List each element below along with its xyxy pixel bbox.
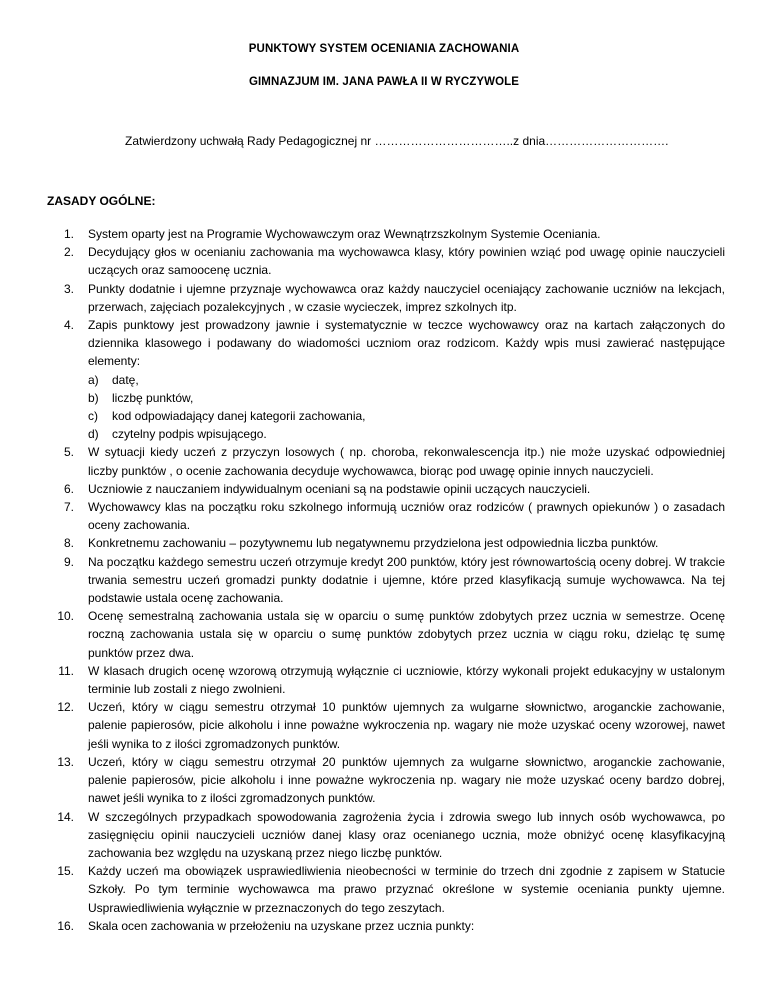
rule-text: Uczeń, który w ciągu semestru otrzymał 20 punktów ujemnych za wulgarne słownictwo, aroganckie zachowanie, palenie papierosów, picie alkoholu i inne poważne wykroczenia np. wagary nie może uzyskać oceny bardzo dobrej, nawet jeśli wynika to z ilości zgromadzonych punktów.: [88, 754, 725, 806]
rule-item: [47, 498, 725, 534]
rule-text: Zapis punktowy jest prowadzony jawnie i systematycznie w teczce wychowawcy oraz na kartach załączonych do dziennika klasowego i podawany do wiadomości uczniom oraz rodzicom. Każdy wpis musi zawierać następujące elementy:: [88, 318, 725, 369]
school-name: GIMNAZJUM IM. JANA PAWŁA II W RYCZYWOLE: [248, 76, 520, 88]
rule-number: 9.: [63, 554, 74, 569]
rule-text: W sytuacji kiedy uczeń z przyczyn losowych ( np. choroba, rekonwalescencja itp.) nie może uzyskać odpowiedniej liczby punktów , o ocenie zachowania decyduje wychowawca, biorąc pod uwagę opinie innych nauczycieli.: [88, 445, 725, 478]
rule-sublist: [88, 371, 725, 444]
rule-text: Uczeń, który w ciągu semestru otrzymał 10 punktów ujemnych za wulgarne słownictwo, aroganckie zachowanie, palenie papierosów, picie alkoholu i inne poważne wykroczenia np. wagary nie może uzyskać oceny wzorowej, nawet jeśli wynika to z ilości zgromadzonych punktów.: [88, 700, 725, 751]
sublist-item: [88, 425, 725, 443]
rule-text: Wychowawcy klas na początku roku szkolnego informują uczniów oraz rodziców ( prawnych opiekunów ) o zasadach oceny zachowania.: [88, 500, 725, 533]
sublist-text: czytelny podpis wpisującego.: [112, 427, 267, 442]
rule-number: 8.: [63, 536, 74, 551]
rule-text: Skala ocen zachowania w przełożeniu na uzyskane przez ucznia punkty:: [88, 918, 475, 933]
rule-item: [47, 662, 725, 698]
sublist-text: datę,: [112, 372, 139, 387]
rule-item: [47, 553, 725, 608]
rule-number: 11.: [58, 663, 74, 678]
rule-number: 6.: [63, 481, 74, 496]
rule-text: System oparty jest na Programie Wychowawczym oraz Wewnątrzszkolnym Systemie Oceniania.: [88, 227, 601, 241]
sublist-letter: c): [88, 409, 98, 424]
rules-list: [47, 225, 725, 935]
rule-number: 15.: [57, 864, 74, 879]
rule-number: 5.: [63, 445, 74, 460]
rule-item: [47, 862, 725, 917]
rule-item: [47, 534, 725, 552]
rule-number: 10.: [57, 609, 74, 624]
rule-text: Każdy uczeń ma obowiązek usprawiedliwienia nieobecności w terminie do trzech dni zgodnie z zapisem w Statucie Szkoły. Po tym terminie wychowawca ma prawo przyznać określone w systemie oceniania punkty ujemne. Usprawiedliwienia wyłącznie w przeznaczonych do tego zeszytach.: [88, 864, 725, 915]
sublist-text: liczbę punktów,: [112, 390, 194, 405]
rule-text: W klasach drugich ocenę wzorową otrzymują wyłącznie ci uczniowie, którzy wykonali projekt edukacyjny w ustalonym terminie lub zostali z niego zwolnieni.: [88, 663, 725, 697]
rule-number: 13.: [57, 754, 74, 769]
sublist-item: [88, 371, 725, 389]
sublist-item: [88, 389, 725, 407]
rule-text: W szczególnych przypadkach spowodowania zagrożenia życia i zdrowia swego lub innych osób wychowawca, po zasięgnięciu opinii nauczycieli uczniów danej klasy oraz ocenianego ucznia, może obniżyć ocenę klasyfikacyjną zachowania bez względu na uzyskaną przez niego liczbę punktów.: [88, 809, 725, 860]
rule-number: 12.: [57, 700, 74, 715]
sublist-letter: b): [88, 390, 99, 405]
rule-text: Ocenę semestralną zachowania ustala się w oparciu o sumę punktów zdobytych przez ucznia w semestrze. Ocenę roczną zachowania ustala się w oparciu o sumę punktów zdobytych przez ucznia w ciągu roku, dzieląc tę sumę punktów przez dwa.: [88, 609, 725, 660]
rule-number: 1.: [63, 227, 74, 241]
rule-item: [47, 917, 725, 935]
rule-text: Na początku każdego semestru uczeń otrzymuje kredyt 200 punktów, który jest równowartością oceny dobrej. W trakcie trwania semestru uczeń gromadzi punkty dodatnie i ujemne, które przed klasyfikacją sumuje wychowawca. Na tej podstawie ustala ocenę zachowania.: [88, 554, 725, 606]
rule-item: [47, 280, 725, 316]
rule-text: Decydujący głos w ocenianiu zachowania ma wychowawca klasy, który powinien wziąć pod uwagę opinie nauczycieli uczących oraz samoocenę ucznia.: [88, 245, 725, 278]
rule-item: [47, 443, 725, 479]
rule-number: 7.: [63, 500, 74, 515]
approval-line: Zatwierdzony uchwałą Rady Pedagogicznej nr ……………………………..z dnia………………………….: [125, 134, 669, 148]
document-title: PUNKTOWY SYSTEM OCENIANIA ZACHOWANIA: [248, 43, 520, 55]
rule-item: [47, 316, 725, 443]
rule-item: [47, 607, 725, 662]
rule-text: Punkty dodatnie i ujemne przyznaje wychowawca oraz każdy nauczyciel oceniający zachowanie uczniów na lekcjach, przerwach, zajęciach pozalekcyjnych , w czasie wycieczek, imprez szkolnych itp.: [88, 281, 725, 314]
rule-item: [47, 808, 725, 863]
rule-text: Konkretnemu zachowaniu – pozytywnemu lub negatywnemu przydzielona jest odpowiednia liczba punktów.: [88, 536, 659, 551]
rule-number: 2.: [63, 245, 74, 260]
rule-item: [47, 480, 725, 498]
rule-text: Uczniowie z nauczaniem indywidualnym oceniani są na podstawie opinii uczących nauczycieli.: [88, 481, 591, 496]
rule-number: 14.: [57, 809, 74, 824]
sublist-text: kod odpowiadający danej kategorii zachowania,: [112, 409, 366, 424]
rule-item: [47, 225, 725, 243]
sublist-item: [88, 407, 725, 425]
sublist-letter: a): [88, 372, 99, 387]
sublist-letter: d): [88, 427, 99, 442]
rule-item: [47, 243, 725, 279]
rule-number: 16.: [57, 918, 74, 933]
section-heading: ZASADY OGÓLNE:: [47, 194, 156, 208]
rule-number: 4.: [63, 318, 74, 333]
rule-item: [47, 698, 725, 753]
rule-item: [47, 753, 725, 808]
rule-number: 3.: [63, 281, 74, 296]
